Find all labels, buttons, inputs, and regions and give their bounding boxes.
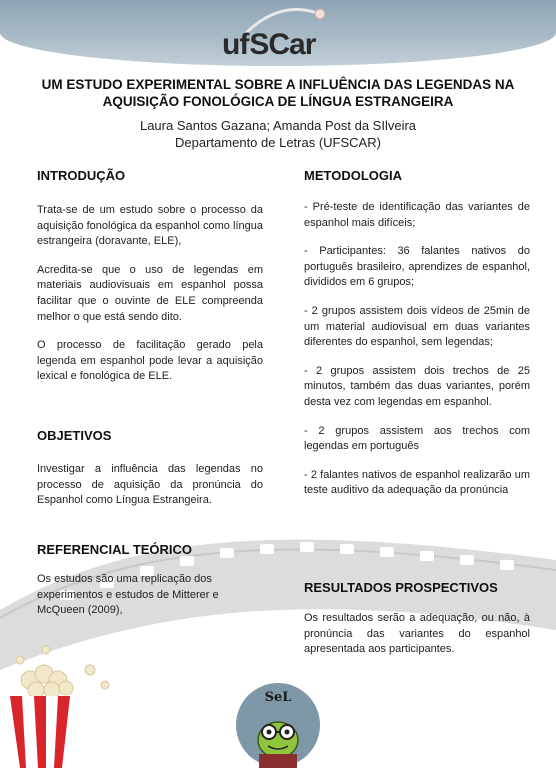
metodologia-item-5: - 2 grupos assistem aos trechos com legendas em português — [304, 424, 530, 453]
objetivos-title: OBJETIVOS — [37, 428, 112, 443]
objetivos-text: Investigar a influência das legendas no processo de aquisição da pronúncia do Espanhol como Língua Estrangeira. — [37, 463, 263, 507]
ufscar-logo — [222, 22, 315, 62]
intro-para-3: O processo de facilitação gerado pela legenda em espanhol pode levar a aquisição lexical e fonológica de ELE. — [37, 339, 263, 383]
sel-badge-text: SeL — [264, 690, 292, 705]
metodologia-item-6: - 2 falantes nativos de espanhol realizarão um teste auditivo da adequação da pronúncia — [304, 468, 530, 497]
metodologia-body — [304, 200, 530, 512]
referencial-title: REFERENCIAL TEÓRICO — [37, 542, 193, 557]
intro-title: INTRODUÇÃO — [37, 168, 126, 183]
department: Departamento de Letras (UFSCAR) — [175, 135, 381, 150]
title-line-1: UM ESTUDO EXPERIMENTAL SOBRE A INFLUÊNCIA DAS LEGENDAS NA — [41, 77, 515, 92]
logo-text-right: SCar — [249, 28, 316, 61]
intro-body — [37, 203, 263, 398]
title-line-2: AQUISIÇÃO FONOLÓGICA DE LÍNGUA ESTRANGEIRA — [102, 94, 454, 109]
authors-block — [30, 117, 526, 151]
metodologia-item-4: - 2 grupos assistem dois trechos de 25 minutos, também das duas variantes, porém desta vez com legendas em espanhol. — [304, 364, 530, 408]
metodologia-item-1: - Pré-teste de identificação das variantes de espanhol mais difíceis; — [304, 201, 530, 229]
authors: Laura Santos Gazana; Amanda Post da SIlveira — [139, 118, 417, 133]
resultados-text: Os resultados serão a adequação, ou não, à pronúncia das variantes do espanhol apresentada aos participantes. — [304, 612, 530, 656]
metodologia-item-3: - 2 grupos assistem dois vídeos de 25min de um material audiovisual em duas variantes diferentes do espanhol, sem legendas; — [304, 304, 530, 349]
intro-para-1: Trata-se de um estudo sobre o processo da aquisição fonológica da espanhol como língua estrangeira (doravante, ELE), — [37, 204, 263, 248]
metodologia-item-2: - Participantes: 36 falantes nativos do português brasileiro, aprendizes de espanhol, divididos em 6 grupos; — [304, 245, 530, 289]
logo-text-left: uf — [222, 28, 249, 61]
intro-para-2: Acredita-se que o uso de legendas em materiais audiovisuais em espanhol possa facilitar que o ouvinte de ELE compreenda melhor o que está sendo dito. — [37, 263, 263, 323]
metodologia-title: METODOLOGIA — [304, 168, 402, 183]
referencial-text: Os estudos são uma replicação dos experimentos e estudos de Mitterer e McQueen (2009), — [37, 573, 219, 617]
poster-title — [30, 76, 526, 110]
popcorn-icon — [0, 640, 120, 768]
resultados-title: RESULTADOS PROSPECTIVOS — [304, 580, 498, 595]
